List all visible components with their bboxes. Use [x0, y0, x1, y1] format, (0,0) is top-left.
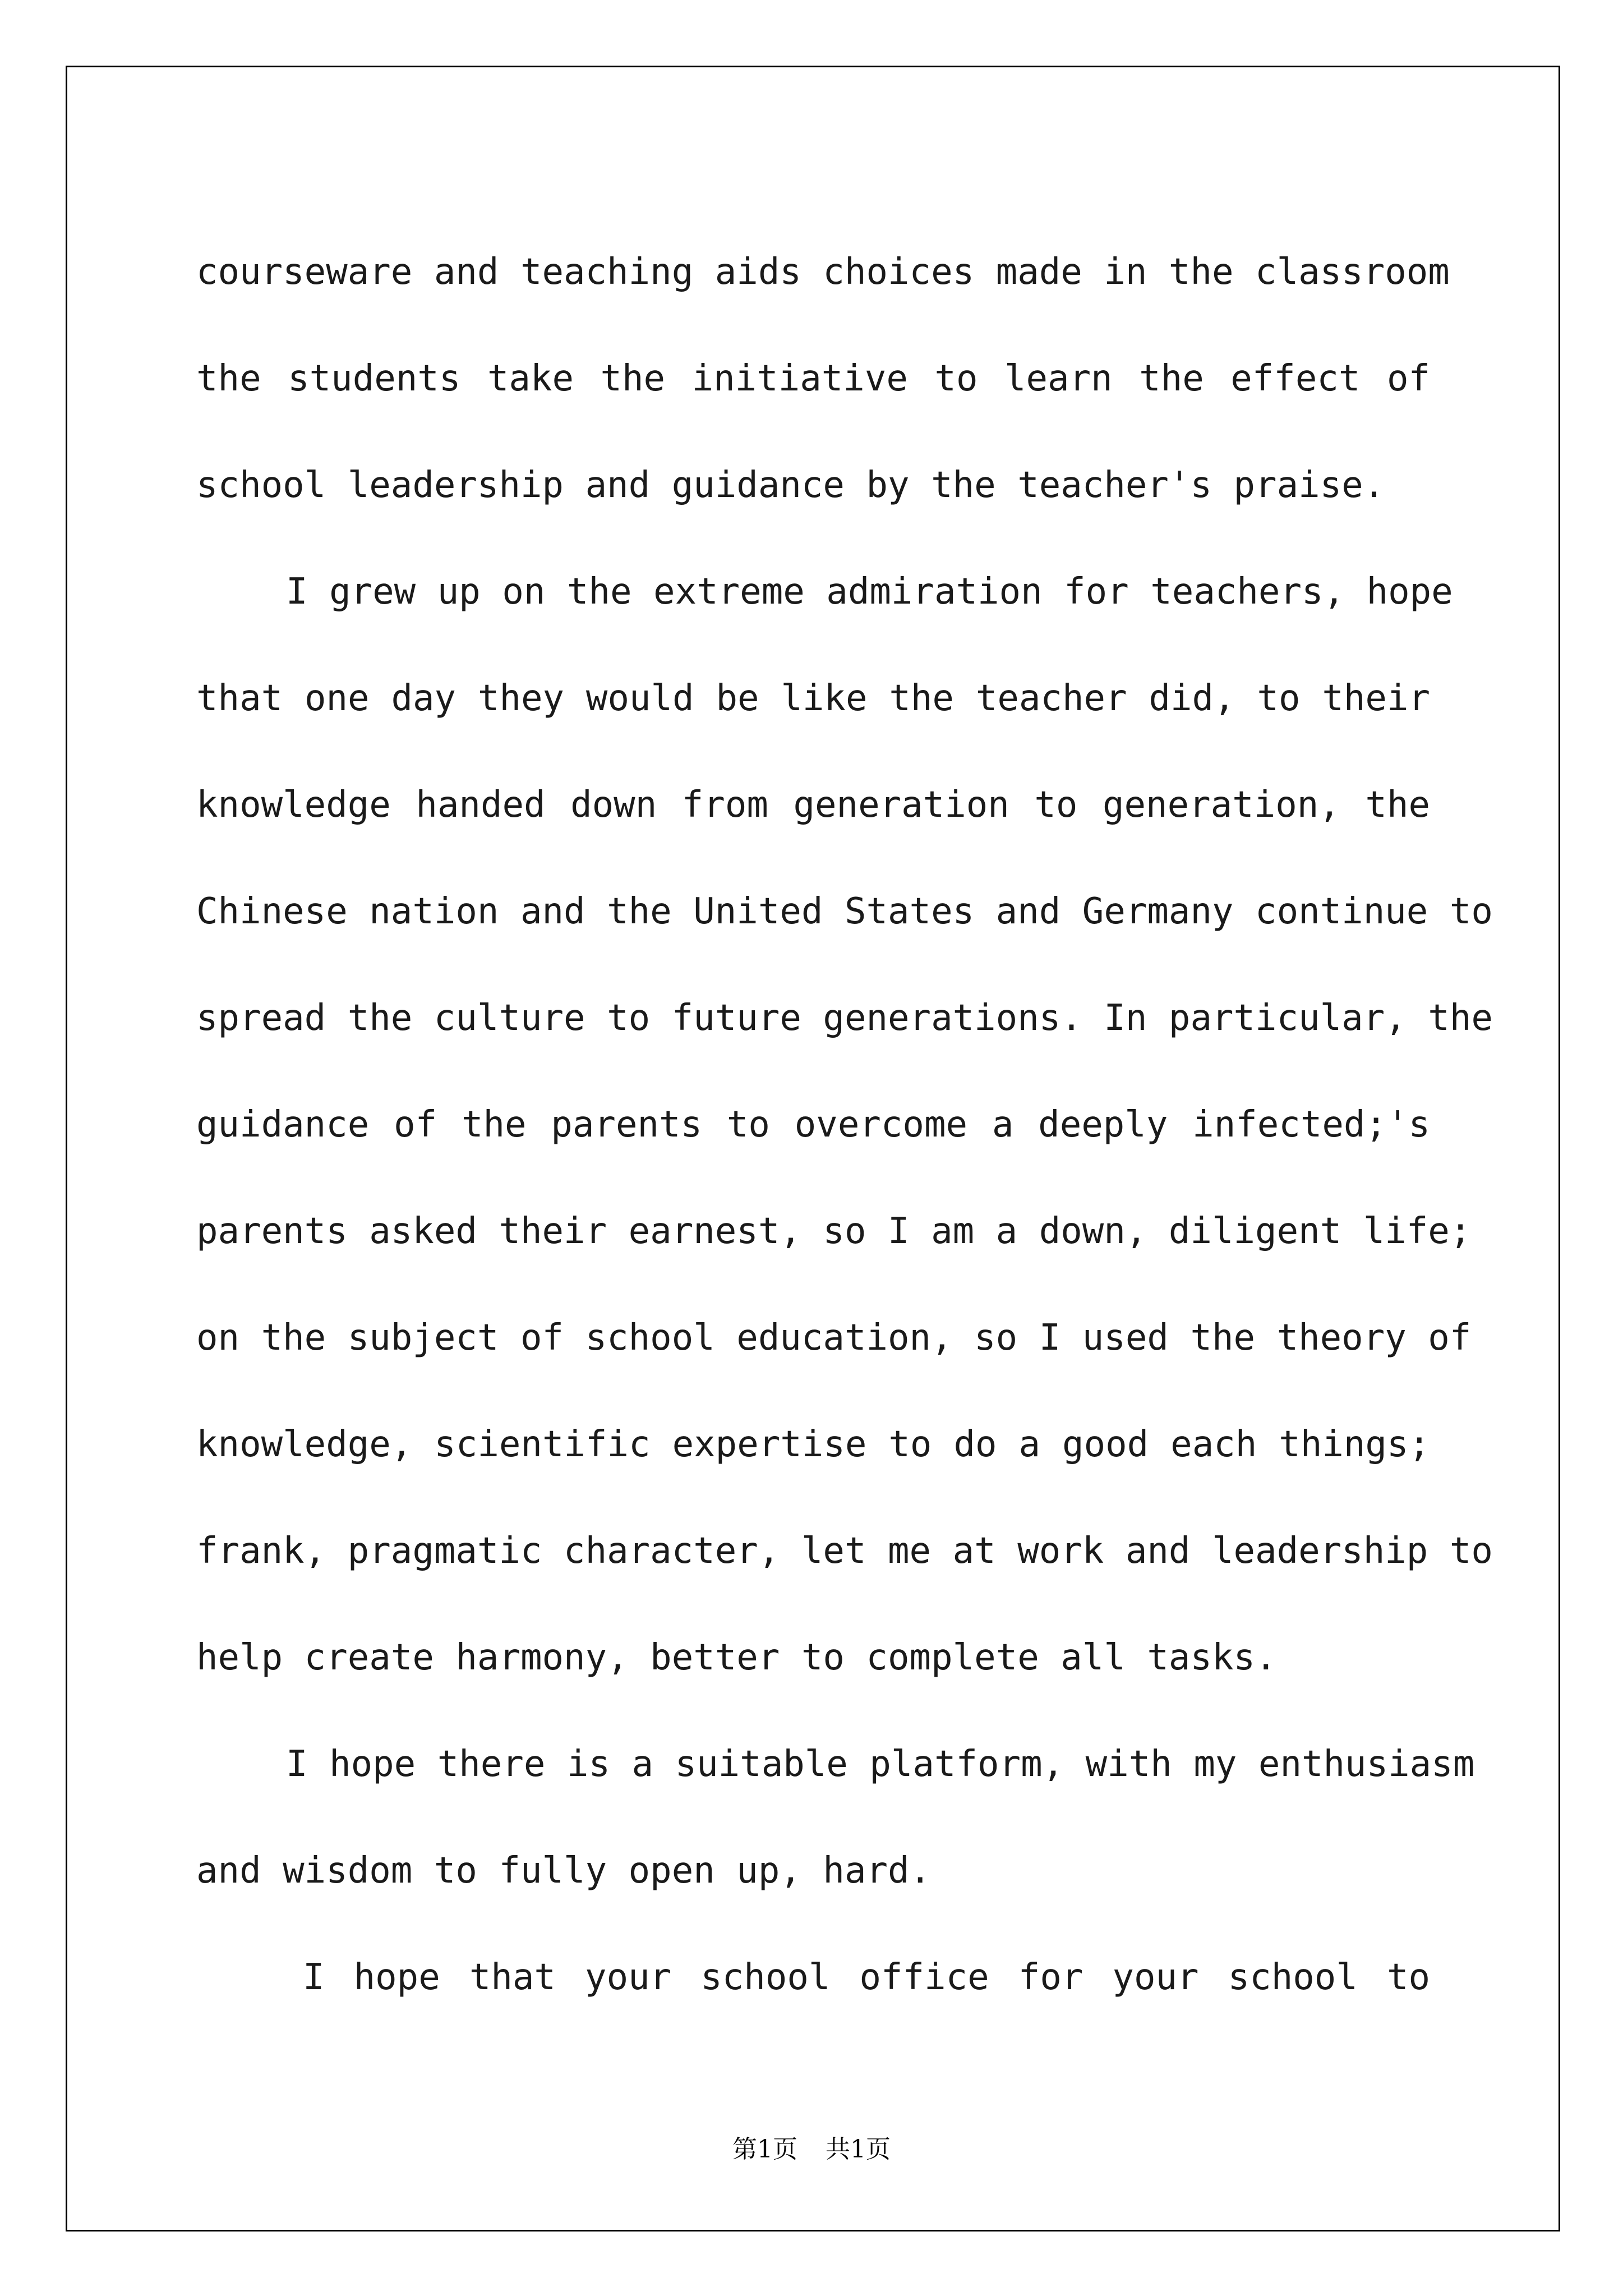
text-line: school leadership and guidance by the teacher's praise.: [196, 464, 1385, 506]
text-line: Chinese nation and the United States and Germany continue to: [196, 891, 1493, 932]
document-body: [196, 219, 1493, 2031]
text-line: parents asked their earnest, so I am a down, diligent life;: [196, 1211, 1472, 1252]
text-line: I grew up on the extreme admiration for teachers, hope: [286, 571, 1453, 613]
page-total: 共1页: [826, 2135, 891, 2164]
text-line: the students take the initiative to learn the effect of: [196, 358, 1430, 399]
text-line: that one day they would be like the teacher did, to their: [196, 678, 1430, 719]
text-line: guidance of the parents to overcome a deeply infected;'s: [196, 1104, 1430, 1145]
page-footer: [0, 2129, 1623, 2165]
page-number: 第1页: [732, 2135, 797, 2164]
text-line: spread the culture to future generations. In particular, the: [196, 997, 1493, 1039]
text-line: and wisdom to fully open up, hard.: [196, 1850, 932, 1892]
text-line: knowledge handed down from generation to generation, the: [196, 784, 1430, 826]
text-line: courseware and teaching aids choices made in the classroom: [196, 251, 1450, 293]
text-line: on the subject of school education, so I used the theory of: [196, 1317, 1472, 1359]
text-line: I hope that your school office for your school to: [303, 1957, 1430, 1998]
text-line: frank, pragmatic character, let me at work and leadership to: [196, 1530, 1493, 1572]
text-line: I hope there is a suitable platform, with my enthusiasm: [286, 1743, 1475, 1785]
text-line: knowledge, scientific expertise to do a good each things;: [196, 1424, 1430, 1465]
text-line: help create harmony, better to complete all tasks.: [196, 1637, 1277, 1678]
